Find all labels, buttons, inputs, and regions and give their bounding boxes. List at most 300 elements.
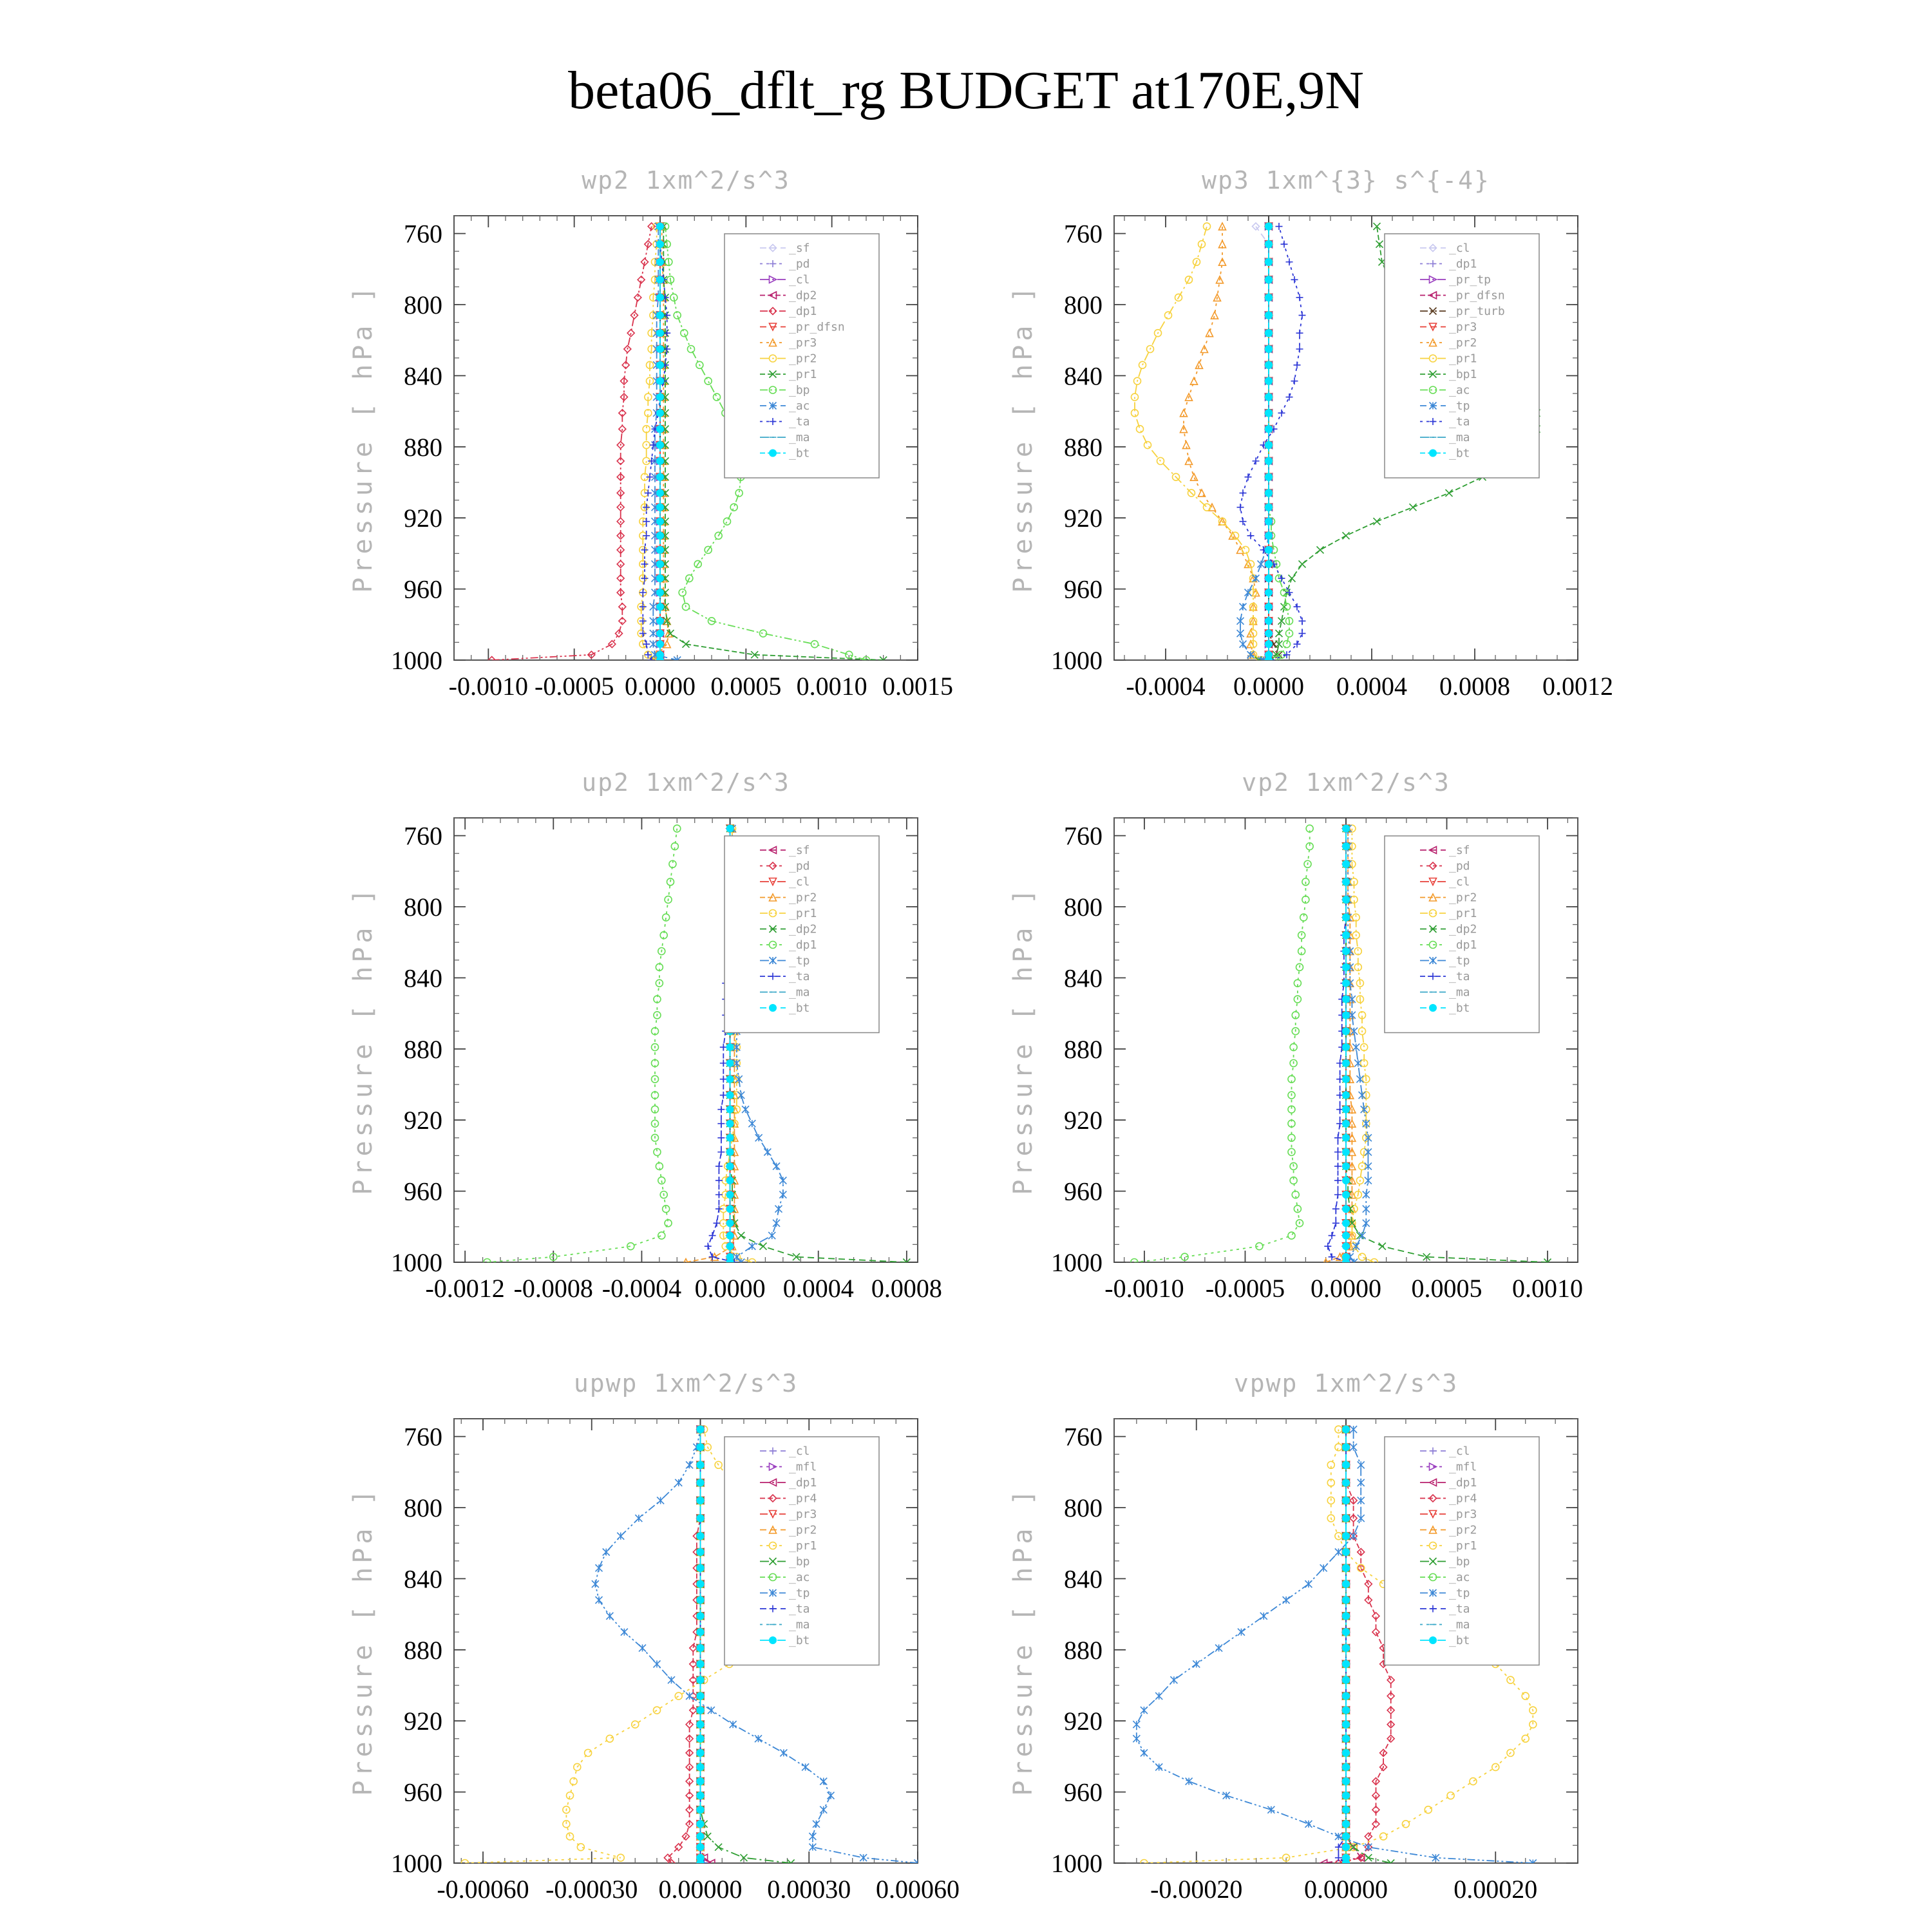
series-point-bt	[657, 603, 664, 611]
legend-label: _dp1	[1449, 257, 1477, 271]
series-point-bt	[657, 426, 664, 433]
series-point-bt	[1343, 1461, 1350, 1468]
series-point-bt	[1343, 1707, 1350, 1714]
series-point-bt	[726, 1162, 734, 1170]
series-point-bt	[1343, 1220, 1350, 1227]
legend-label: _sf	[789, 242, 810, 255]
series-point-bt	[726, 1177, 734, 1184]
series-point-bt	[697, 1549, 704, 1556]
series-point-bt	[1265, 589, 1273, 596]
legend-label: _pr2	[789, 352, 817, 366]
x-tick-label: 0.0012	[1542, 672, 1613, 701]
legend-label: _pr1	[789, 368, 817, 381]
series-point-bt	[1343, 1844, 1350, 1851]
series-point-bt	[1343, 896, 1350, 903]
series-point-bt	[697, 1763, 704, 1770]
series-point-bt	[1343, 1676, 1350, 1683]
series-point-bt	[1265, 603, 1273, 611]
legend-label: _pr1	[1449, 1539, 1477, 1553]
legend-label: _pr3	[1449, 1508, 1477, 1521]
x-tick-label: -0.0010	[1104, 1274, 1184, 1303]
series-point-bt	[697, 1692, 704, 1700]
series-point-bt	[726, 1075, 734, 1083]
legend-label: _ta	[1449, 415, 1470, 429]
legend-label: _tp	[789, 1586, 810, 1600]
y-tick-label: 1000	[391, 1248, 442, 1277]
series-point-bt	[1343, 1479, 1350, 1486]
x-tick-label: 0.0004	[782, 1274, 854, 1303]
y-tick-label: 960	[404, 574, 442, 604]
series-point-bt	[1265, 361, 1273, 368]
series-point-bt	[1265, 641, 1273, 648]
series-point-bt	[657, 532, 664, 539]
legend-label: _pr_dfsn	[789, 320, 845, 334]
legend-label: _pr4	[789, 1492, 817, 1506]
legend-label: _dp2	[789, 289, 817, 303]
x-tick-label: 0.0008	[1439, 672, 1510, 701]
series-point-bt	[726, 1092, 734, 1099]
y-tick-label: 800	[1064, 893, 1103, 922]
series-point-bt	[697, 1613, 704, 1620]
y-tick-label: 880	[404, 1635, 442, 1665]
series-point-bt	[697, 1806, 704, 1814]
series-point-bt	[697, 1676, 704, 1683]
series-point-bt	[697, 1645, 704, 1652]
series-point-bt	[697, 1792, 704, 1799]
y-tick-label: 760	[404, 219, 442, 249]
panel-title: upwp 1xm^2/s^3	[573, 1369, 799, 1397]
y-tick-label: 920	[1064, 1707, 1103, 1736]
series-point-bt	[726, 1148, 734, 1155]
y-tick-label: 960	[1064, 1177, 1103, 1206]
legend	[724, 1437, 879, 1665]
x-tick-label: -0.0005	[1205, 1274, 1285, 1303]
series-point-bt	[697, 1749, 704, 1756]
series-point-bt	[657, 312, 664, 319]
legend-marker	[1430, 1637, 1437, 1644]
series-point-bt	[726, 1220, 734, 1227]
series-point-bt	[1343, 1549, 1350, 1556]
series-point-bt	[657, 589, 664, 596]
series-point-bt	[1265, 473, 1273, 480]
legend-marker	[770, 1005, 777, 1012]
y-tick-label: 1000	[1051, 1849, 1103, 1878]
panel-title: vp2 1xm^2/s^3	[1242, 768, 1450, 797]
series-point-bt	[697, 1515, 704, 1522]
legend-label: _mfl	[1449, 1460, 1477, 1474]
panel-title: wp3 1xm^{3} s^{-4}	[1202, 166, 1490, 194]
series-point-bt	[1343, 860, 1350, 867]
series-point-bt	[657, 330, 664, 337]
legend-label: _ac	[1449, 1571, 1470, 1584]
legend-label: _pr1	[789, 907, 817, 920]
legend-label: _bt	[789, 446, 810, 460]
legend-label: _pr3	[1449, 320, 1477, 334]
y-tick-label: 840	[1064, 963, 1103, 993]
series-point-bt	[657, 223, 664, 230]
x-tick-label: 0.0005	[1411, 1274, 1482, 1303]
series-point-bt	[1343, 1735, 1350, 1742]
y-tick-label: 760	[1064, 219, 1103, 249]
series-point-bt	[657, 575, 664, 582]
y-tick-label: 760	[404, 821, 442, 851]
panel-title: vpwp 1xm^2/s^3	[1233, 1369, 1459, 1397]
series-point-bt	[697, 1479, 704, 1486]
series-point-bt	[1343, 1106, 1350, 1113]
legend-label: _pr1	[789, 1539, 817, 1553]
x-tick-label: 0.0000	[694, 1274, 766, 1303]
series-point-bt	[1343, 1028, 1350, 1035]
y-axis-label: Pressure [ hPa ]	[348, 885, 378, 1195]
y-tick-label: 880	[404, 432, 442, 462]
x-tick-label: 0.0000	[1311, 1274, 1381, 1303]
x-tick-label: -0.0010	[448, 672, 528, 701]
legend-label: _bp	[789, 1555, 810, 1569]
legend-label: _dp1	[1449, 938, 1477, 952]
series-point-bt	[1265, 518, 1273, 525]
x-tick-label: -0.0012	[425, 1274, 505, 1303]
series-point-bt	[697, 1426, 704, 1433]
series-point-bt	[726, 1106, 734, 1113]
series-point-bt	[657, 504, 664, 511]
legend-label: _bt	[1449, 1634, 1470, 1647]
legend-label: _tp	[1449, 954, 1470, 968]
series-point-bt	[1265, 442, 1273, 449]
panel-title: up2 1xm^2/s^3	[582, 768, 790, 797]
series-point-bt	[1265, 223, 1273, 230]
series-point-bt	[697, 1461, 704, 1468]
series-point-bt	[657, 393, 664, 401]
legend-label: _dp2	[1449, 922, 1477, 936]
legend-label: _bt	[1449, 446, 1470, 460]
series-point-bt	[697, 1444, 704, 1451]
series-point-bt	[697, 1854, 704, 1861]
y-tick-label: 800	[404, 893, 442, 922]
legend-label: _dp1	[1449, 1476, 1477, 1490]
series-point-bt	[1265, 651, 1273, 658]
legend-label: _sf	[1449, 844, 1470, 857]
series-point-bt	[1265, 294, 1273, 301]
series-point-bt	[1343, 1177, 1350, 1184]
series-point-bt	[726, 1059, 734, 1066]
legend-label: _pr1	[1449, 907, 1477, 920]
series-point-bt	[697, 1629, 704, 1636]
series-point-bt	[657, 457, 664, 464]
series-point-bt	[1343, 1833, 1350, 1840]
series-point-bt	[1343, 1533, 1350, 1540]
series-point-bt	[697, 1721, 704, 1728]
series-point-bt	[1265, 489, 1273, 497]
series-point-bt	[657, 641, 664, 648]
y-tick-label: 760	[1064, 1422, 1103, 1452]
legend-label: _dp1	[789, 305, 817, 318]
y-tick-label: 920	[404, 1106, 442, 1135]
x-tick-label: 0.0015	[882, 672, 953, 701]
y-axis-label: Pressure [ hPa ]	[1009, 885, 1038, 1195]
series-point-bt	[1343, 1191, 1350, 1198]
series-point-bt	[657, 294, 664, 301]
y-tick-label: 800	[1064, 1493, 1103, 1522]
legend-label: _pr2	[1449, 336, 1477, 350]
legend-label: _ta	[789, 415, 810, 429]
legend-label: _bt	[789, 1001, 810, 1015]
series-point-bt	[1343, 1092, 1350, 1099]
series-point-bt	[1343, 1444, 1350, 1451]
series-point-bt	[1343, 996, 1350, 1003]
legend-label: _bp	[789, 383, 810, 397]
legend-label: _ma	[1449, 1618, 1470, 1632]
series-point-bt	[1265, 410, 1273, 417]
y-tick-label: 800	[1064, 290, 1103, 319]
series-point-bt	[1265, 241, 1273, 248]
series-point-bt	[1343, 1148, 1350, 1155]
series-point-bt	[726, 1232, 734, 1239]
series-point-bt	[1343, 1721, 1350, 1728]
series-point-bt	[1265, 377, 1273, 384]
legend-label: _pd	[789, 257, 810, 271]
y-tick-label: 800	[404, 290, 442, 319]
series-point-bt	[1343, 1806, 1350, 1814]
series-point-bt	[1265, 618, 1273, 625]
legend-label: _pr2	[1449, 1523, 1477, 1537]
legend-label: _cl	[1449, 1444, 1470, 1458]
legend-label: _ma	[789, 431, 810, 444]
series-point-bt	[1343, 1162, 1350, 1170]
legend-label: _pr2	[1449, 891, 1477, 905]
x-tick-label: 0.0000	[1233, 672, 1304, 701]
legend-label: _pr_dfsn	[1449, 289, 1505, 303]
legend	[1385, 836, 1539, 1033]
series-point-bt	[1343, 1763, 1350, 1770]
legend-label: _dp1	[789, 938, 817, 952]
legend-label: _ac	[1449, 383, 1470, 397]
series-point-bt	[1265, 546, 1273, 553]
x-tick-label: -0.0005	[535, 672, 614, 701]
legend-label: _cl	[789, 273, 810, 287]
x-tick-label: 0.0005	[710, 672, 782, 701]
y-tick-label: 960	[1064, 574, 1103, 604]
series-point-bt	[1343, 1580, 1350, 1587]
y-axis-label: Pressure [ hPa ]	[1009, 1486, 1038, 1796]
y-tick-label: 840	[404, 361, 442, 391]
series-point-bt	[657, 618, 664, 625]
x-tick-label: -0.0008	[513, 1274, 593, 1303]
series-point-bt	[1343, 1120, 1350, 1127]
series-point-bt	[1343, 1426, 1350, 1433]
series-point-bt	[1343, 1778, 1350, 1785]
y-tick-label: 880	[1064, 1635, 1103, 1665]
series-point-bt	[697, 1821, 704, 1828]
series-point-bt	[726, 825, 734, 832]
series-point-bt	[697, 1596, 704, 1604]
series-point-bt	[697, 1707, 704, 1714]
legend-label: _ta	[1449, 970, 1470, 983]
x-tick-label: 0.00000	[1304, 1875, 1388, 1904]
legend	[724, 836, 879, 1033]
series-point-bt	[1343, 1792, 1350, 1799]
legend-label: _ac	[789, 399, 810, 413]
series-point-bt	[657, 346, 664, 353]
legend-label: _ma	[789, 985, 810, 999]
legend-label: _pr_tp	[1449, 273, 1492, 287]
legend-marker	[770, 450, 777, 457]
figure-title: beta06_dflt_rg BUDGET at170E,9N	[568, 61, 1364, 120]
y-tick-label: 880	[404, 1034, 442, 1064]
series-point-bt	[1265, 393, 1273, 401]
series-point-bt	[657, 258, 664, 265]
x-tick-label: 0.00020	[1454, 1875, 1538, 1904]
legend-label: _cl	[1449, 875, 1470, 889]
legend-label: _sf	[789, 844, 810, 857]
series-point-bt	[1343, 1854, 1350, 1861]
legend-label: _bt	[789, 1634, 810, 1647]
y-tick-label: 1000	[1051, 1248, 1103, 1277]
series-point-bt	[1343, 932, 1350, 939]
legend-marker	[770, 1637, 777, 1644]
series-point-bt	[1265, 560, 1273, 567]
panel-title: wp2 1xm^2/s^3	[582, 166, 790, 194]
series-point-bt	[1343, 1660, 1350, 1667]
series-point-bt	[697, 1660, 704, 1667]
series-point-bt	[657, 276, 664, 283]
series-point-bt	[697, 1533, 704, 1540]
series-point-bt	[726, 1191, 734, 1198]
legend-label: _pr2	[789, 891, 817, 905]
legend-label: _pr_turb	[1449, 305, 1505, 318]
x-tick-label: 0.0008	[871, 1274, 942, 1303]
y-tick-label: 920	[404, 504, 442, 533]
series-point-bt	[657, 518, 664, 525]
series-point-bt	[726, 1253, 734, 1260]
series-point-bt	[726, 1206, 734, 1213]
legend-label: _ta	[1449, 1602, 1470, 1616]
series-point-bt	[1343, 1749, 1350, 1756]
legend	[1385, 1437, 1539, 1665]
legend-label: _pd	[1449, 859, 1470, 873]
x-tick-label: -0.00060	[437, 1875, 529, 1904]
series-point-bt	[1343, 1243, 1350, 1250]
series-point-bt	[657, 377, 664, 384]
legend-label: _tp	[789, 954, 810, 968]
legend-label: _bp	[1449, 1555, 1470, 1569]
y-tick-label: 760	[404, 1422, 442, 1452]
series-point-bt	[657, 361, 664, 368]
legend-label: _dp1	[789, 1476, 817, 1490]
series-point-bt	[1343, 1596, 1350, 1604]
y-tick-label: 840	[1064, 361, 1103, 391]
legend-label: _cl	[789, 1444, 810, 1458]
series-point-bt	[657, 410, 664, 417]
series-point-bt	[726, 1134, 734, 1141]
legend-label: _ac	[789, 1571, 810, 1584]
legend	[724, 234, 879, 478]
y-tick-label: 920	[1064, 1106, 1103, 1135]
legend-label: _pr1	[1449, 352, 1477, 366]
series-point-bt	[1343, 1134, 1350, 1141]
series-point-bt	[657, 630, 664, 637]
x-tick-label: -0.0004	[1126, 672, 1206, 701]
legend-label: _dp2	[789, 922, 817, 936]
y-tick-label: 920	[1064, 504, 1103, 533]
y-tick-label: 960	[1064, 1777, 1103, 1807]
series-point-bt	[1265, 504, 1273, 511]
y-tick-label: 920	[404, 1707, 442, 1736]
legend	[1385, 234, 1539, 478]
series-point-bt	[657, 241, 664, 248]
x-tick-label: 0.0010	[1512, 1274, 1584, 1303]
x-tick-label: -0.0004	[601, 1274, 682, 1303]
legend-label: _pr3	[789, 1508, 817, 1521]
y-tick-label: 840	[404, 963, 442, 993]
legend-label: _bt	[1449, 1001, 1470, 1015]
x-tick-label: -0.00020	[1150, 1875, 1243, 1904]
series-point-bt	[657, 546, 664, 553]
series-point-bt	[1265, 426, 1273, 433]
series-point-bt	[697, 1833, 704, 1840]
series-point-bt	[1343, 1497, 1350, 1504]
series-point-bt	[1265, 312, 1273, 319]
series-point-bt	[1343, 980, 1350, 987]
series-point-bt	[726, 1120, 734, 1127]
legend-label: _ta	[789, 970, 810, 983]
y-tick-label: 840	[404, 1564, 442, 1594]
series-point-bt	[697, 1497, 704, 1504]
y-tick-label: 760	[1064, 821, 1103, 851]
series-point-bt	[657, 442, 664, 449]
x-tick-label: 0.0000	[625, 672, 696, 701]
legend-label: _ma	[1449, 985, 1470, 999]
y-tick-label: 880	[1064, 432, 1103, 462]
series-point-bt	[697, 1735, 704, 1742]
series-point-bt	[1343, 843, 1350, 850]
y-axis-label: Pressure [ hPa ]	[348, 283, 378, 593]
series-point-bt	[1265, 457, 1273, 464]
series-point-bt	[697, 1564, 704, 1571]
legend-label: _ma	[1449, 431, 1470, 444]
series-point-bt	[1343, 963, 1350, 971]
series-point-bt	[1343, 1044, 1350, 1051]
legend-marker	[1430, 450, 1437, 457]
legend-label: _tp	[1449, 1586, 1470, 1600]
legend-label: _cl	[1449, 242, 1470, 255]
series-point-bt	[1343, 1692, 1350, 1700]
series-point-bt	[1343, 1232, 1350, 1239]
legend-label: _ta	[789, 1602, 810, 1616]
x-tick-label: 0.0010	[796, 672, 867, 701]
legend-label: _mfl	[789, 1460, 817, 1474]
series-point-bt	[657, 489, 664, 497]
y-tick-label: 1000	[391, 1849, 442, 1878]
series-point-bt	[697, 1844, 704, 1851]
y-axis-label: Pressure [ hPa ]	[1009, 283, 1038, 593]
series-point-bt	[726, 1044, 734, 1051]
series-point-bt	[1343, 825, 1350, 832]
series-point-bt	[1343, 1075, 1350, 1083]
y-axis-label: Pressure [ hPa ]	[348, 1486, 378, 1796]
series-point-bt	[1265, 575, 1273, 582]
series-point-bt	[726, 1243, 734, 1250]
series-point-bt	[1343, 1821, 1350, 1828]
series-point-bt	[1343, 948, 1350, 955]
legend-label: _ma	[789, 1618, 810, 1632]
series-point-bt	[1343, 878, 1350, 886]
series-point-bt	[1343, 914, 1350, 921]
legend-label: _cl	[789, 875, 810, 889]
series-point-bt	[657, 560, 664, 567]
x-tick-label: 0.0004	[1336, 672, 1407, 701]
legend-label: _bp1	[1449, 368, 1477, 381]
series-point-bt	[1343, 1645, 1350, 1652]
